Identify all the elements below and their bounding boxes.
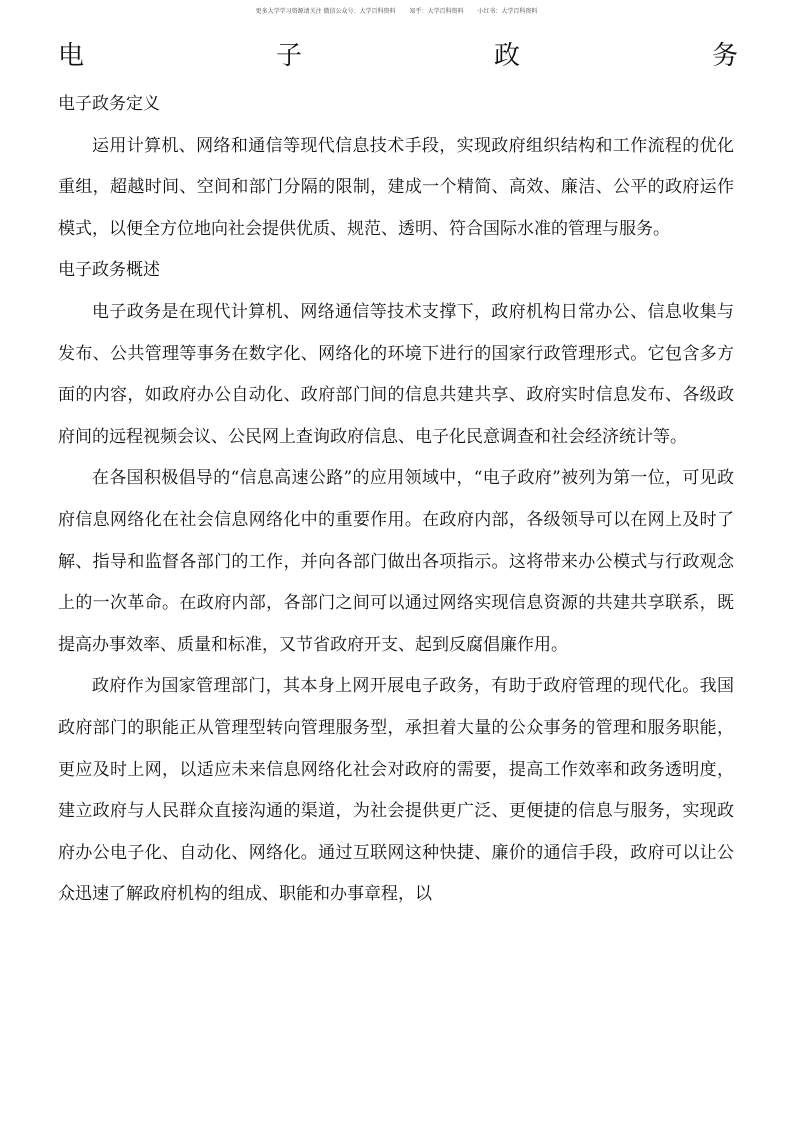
header-note-xiaohongshu: 小红书：大学百科资料 xyxy=(477,8,538,15)
page-header-note xyxy=(0,6,793,15)
paragraph: 在各国积极倡导的“信息高速公路”的应用领域中，“电子政府”被列为第一位，可见政府信息网络化在社会信息网络化中的重要作用。在政府内部，各级领导可以在网上及时了解、指导和监督各部门的工作，并向各部门做出各项指示。这将带来办公模式与行政观念上的一次革命。在政府内部，各部门之间可以通过网络实现信息资源的共建共享联系，既提高办事效率、质量和标准，又节省政府开支、起到反腐倡廉作用。 xyxy=(58,468,734,655)
title-char: 子 xyxy=(275,41,302,71)
paragraph: 电子政务是在现代计算机、网络通信等技术支撑下，政府机构日常办公、信息收集与发布、公共管理等事务在数字化、网络化的环境下进行的国家行政管理形式。它包含多方面的内容，如政府办公自动化、政府部门间的信息共建共享、政府实时信息发布、各级政府间的远程视频会议、公民网上查询政府信息、电子化民意调查和社会经济统计等。 xyxy=(58,301,734,447)
title-char: 电 xyxy=(58,41,85,71)
title-char: 务 xyxy=(711,41,738,71)
section-heading-overview: 电子政务概述 xyxy=(58,260,160,281)
paragraph: 运用计算机、网络和通信等现代信息技术手段，实现政府组织结构和工作流程的优化重组，超越时间、空间和部门分隔的限制，建成一个精简、高效、廉洁、公平的政府运作模式，以便全方位地向社会提供优质、规范、透明、符合国际水准的管理与服务。 xyxy=(58,135,734,239)
header-note-zhihu: 知乎：大学百科资料 xyxy=(409,8,464,15)
document-title xyxy=(58,36,738,76)
document-body xyxy=(58,84,734,916)
title-char: 政 xyxy=(493,41,520,71)
header-note-wechat: 更多大学学习资源请关注 微信公众号：大学百科资料 xyxy=(255,8,396,15)
section-heading-definition: 电子政务定义 xyxy=(58,94,160,114)
paragraph: 政府作为国家管理部门，其本身上网开展电子政务，有助于政府管理的现代化。我国政府部门的职能正从管理型转向管理服务型，承担着大量的公众事务的管理和服务职能，更应及时上网，以适应未来信息网络化社会对政府的需要，提高工作效率和政务透明度，建立政府与人民群众直接沟通的渠道，为社会提供更广泛、更便捷的信息与服务，实现政府办公电子化、自动化、网络化。通过互联网这种快捷、廉价的通信手段，政府可以让公众迅速了解政府机构的组成、职能和办事章程，以 xyxy=(58,676,734,905)
